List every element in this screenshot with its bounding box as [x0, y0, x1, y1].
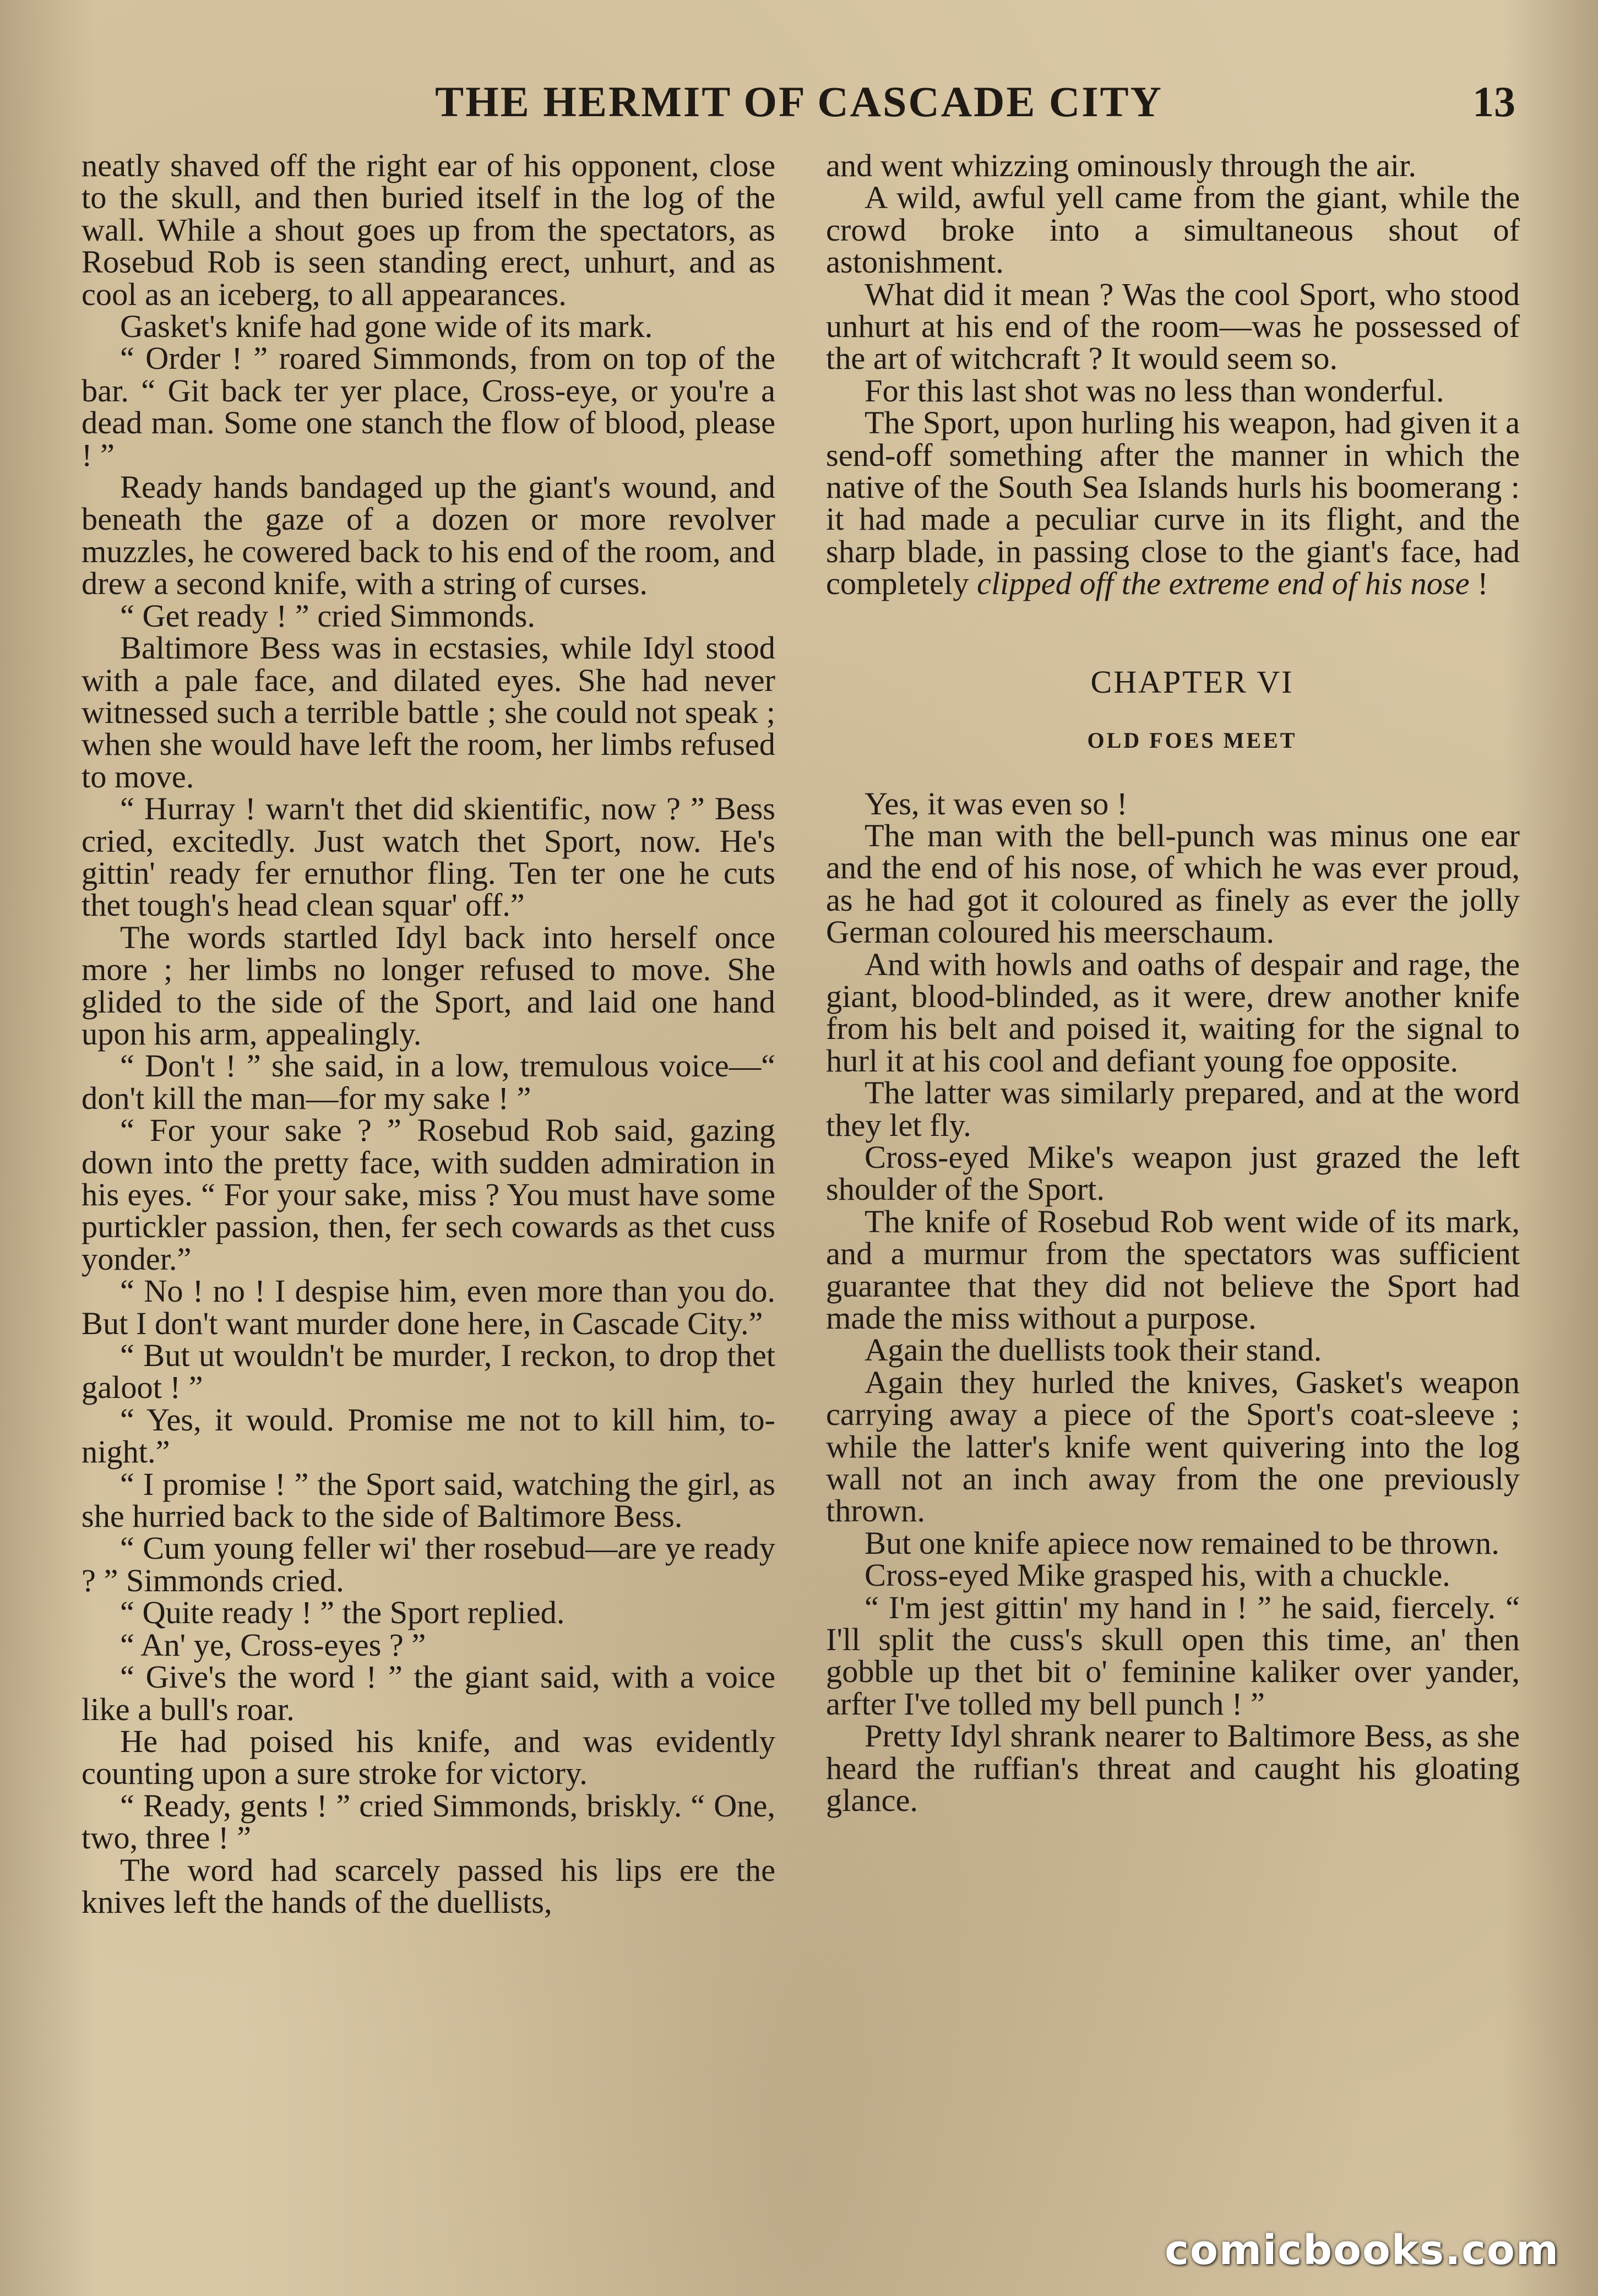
- paragraph: Again they hurled the knives, Gasket's weapon carrying away a piece of the Sport's coat-sleeve ; while the latter's knife went quivering into the log wall not an inch away from the one previously thrown.: [826, 1364, 1520, 1529]
- paragraph: “ I promise ! ” the Sport said, watching the girl, as she hurried back to the side of Baltimore Bess.: [81, 1466, 775, 1535]
- watermark: comicbooks.com: [1165, 2227, 1559, 2274]
- paragraph: “ I'm jest gittin' my hand in ! ” he said, fiercely. “ I'll split the cuss's skull open this time, an' then gobble up thet bit o' feminine kaliker over yander, arfter I've tolled my bell punch ! ”: [826, 1589, 1520, 1722]
- paragraph: What did it mean ? Was the cool Sport, who stood unhurt at his end of the room—was he possessed of the art of witchcraft ? It would seem so.: [826, 276, 1520, 377]
- paragraph: “ Ready, gents ! ” cried Simmonds, briskly. “ One, two, three ! ”: [81, 1787, 775, 1856]
- paragraph: “ Don't ! ” she said, in a low, tremulous voice—“ don't kill the man—for my sake ! ”: [81, 1048, 775, 1116]
- paragraph: He had poised his knife, and was evidently counting upon a sure stroke for victory.: [81, 1723, 775, 1792]
- paragraph: “ For your sake ? ” Rosebud Rob said, gazing down into the pretty face, with sudden admiration in his eyes. “ For your sake, miss ? You must have some purtickler passion, then, fer sech cowards as thet cuss yonder.”: [81, 1112, 775, 1277]
- running-title: THE HERMIT OF CASCADE CITY: [435, 78, 1163, 126]
- chapter-subtitle: OLD FOES MEET: [1087, 728, 1297, 753]
- paragraph: The man with the bell-punch was minus one ear and the end of his nose, of which he was ever proud, as he had got it coloured as finely as ever the jolly German coloured his meerschaum.: [826, 817, 1520, 950]
- paragraph: The knife of Rosebud Rob went wide of its mark, and a murmur from the spectators was sufficient guarantee that they did not believe the Sport had made the miss without a purpose.: [826, 1203, 1520, 1336]
- paragraph: “ Cum young feller wi' ther rosebud—are ye ready ? ” Simmonds cried.: [81, 1530, 775, 1598]
- left-column: [81, 150, 775, 1918]
- paragraph: Cross-eyed Mike grasped his, with a chuckle.: [865, 1557, 1450, 1593]
- paragraph: Gasket's knife had gone wide of its mark.: [120, 308, 653, 345]
- paragraph: Ready hands bandaged up the giant's wound, and beneath the gaze of a dozen or more revolver muzzles, he cowered back to his end of the room, and drew a second knife, with a string of curses.: [81, 469, 775, 602]
- paragraph: The latter was similarly prepared, and at the word they let fly.: [826, 1075, 1520, 1143]
- paragraph: But one knife apiece now remained to be thrown.: [865, 1525, 1499, 1561]
- paragraph: “ Yes, it would. Promise me not to kill him, to-night.”: [81, 1401, 775, 1470]
- paragraph: “ Hurray ! warn't thet did skientific, now ? ” Bess cried, excitedly. Just watch thet Sport, now. He's gittin' ready fer ernuthor fling. Ten ter one he cuts thet tough's head clean squar' off.”: [81, 791, 775, 923]
- paragraph-text: The Sport, upon hurling his weapon, had given it a send-off something after the manner in which the native of the South Sea Islands hurls his boomerang : it had made a peculiar curve in its flight, and the sharp blade, in passing close to the giant's face, had completely: [826, 405, 1520, 602]
- paragraph-with-emphasis: [826, 407, 1520, 600]
- paragraph: Cross-eyed Mike's weapon just grazed the left shoulder of the Sport.: [826, 1139, 1520, 1207]
- paragraph: and went whizzing ominously through the air.: [826, 148, 1416, 183]
- paragraph: A wild, awful yell came from the giant, while the crowd broke into a simultaneous shout of astonishment.: [826, 179, 1520, 280]
- paragraph: Again the duellists took their stand.: [865, 1332, 1322, 1368]
- paragraph: The words startled Idyl back into herself once more ; her limbs no longer refused to move. She glided to the side of the Sport, and laid one hand upon his arm, appealingly.: [81, 919, 775, 1052]
- paragraph: And with howls and oaths of despair and rage, the giant, blood-blinded, as it were, drew another knife from his belt and poised it, waiting for the signal to hurl it at his cool and defiant young foe opposite.: [826, 946, 1520, 1079]
- right-column: [826, 150, 1520, 1817]
- paragraph: neatly shaved off the right ear of his opponent, close to the skull, and then buried itself in the log of the wall. While a shout goes up from the spectators, as Rosebud Rob is seen standing erect, unhurt, and as cool as an iceberg, to all appearances.: [81, 148, 775, 312]
- chapter-title: CHAPTER VI: [1090, 663, 1294, 700]
- paragraph: “ Give's the word ! ” the giant said, with a voice like a bull's roar.: [81, 1659, 775, 1727]
- page-number: 13: [1472, 78, 1515, 126]
- paragraph: “ No ! no ! I despise him, even more than you do. But I don't want murder done here, in Cascade City.”: [81, 1273, 775, 1341]
- paragraph: “ Quite ready ! ” the Sport replied.: [120, 1595, 565, 1631]
- emphasis-text: clipped off the extreme end of his nose: [977, 565, 1470, 602]
- paragraph: “ But ut wouldn't be murder, I reckon, to drop thet galoot ! ”: [81, 1337, 775, 1406]
- paragraph: Pretty Idyl shrank nearer to Baltimore Bess, as she heard the ruffian's threat and caught his gloating glance.: [826, 1718, 1520, 1819]
- paragraph: Baltimore Bess was in ecstasies, while Idyl stood with a pale face, and dilated eyes. She had never witnessed such a terrible battle ; she could not speak ; when she would have left the room, her limbs refused to move.: [81, 630, 775, 795]
- paragraph: “ An' ye, Cross-eyes ? ”: [120, 1626, 426, 1663]
- page-header: [83, 66, 1515, 132]
- paragraph: Yes, it was even so !: [865, 785, 1128, 821]
- paragraph: “ Get ready ! ” cried Simmonds.: [120, 597, 535, 634]
- paragraph: The word had scarcely passed his lips ere the knives left the hands of the duellists,: [81, 1852, 775, 1920]
- paragraph-end: !: [1469, 565, 1488, 602]
- paragraph: “ Order ! ” roared Simmonds, from on top of the bar. “ Git back ter yer place, Cross-eye, or you're a dead man. Some one stanch the flow of blood, please ! ”: [81, 340, 775, 473]
- paragraph: For this last shot was no less than wonderful.: [865, 372, 1444, 409]
